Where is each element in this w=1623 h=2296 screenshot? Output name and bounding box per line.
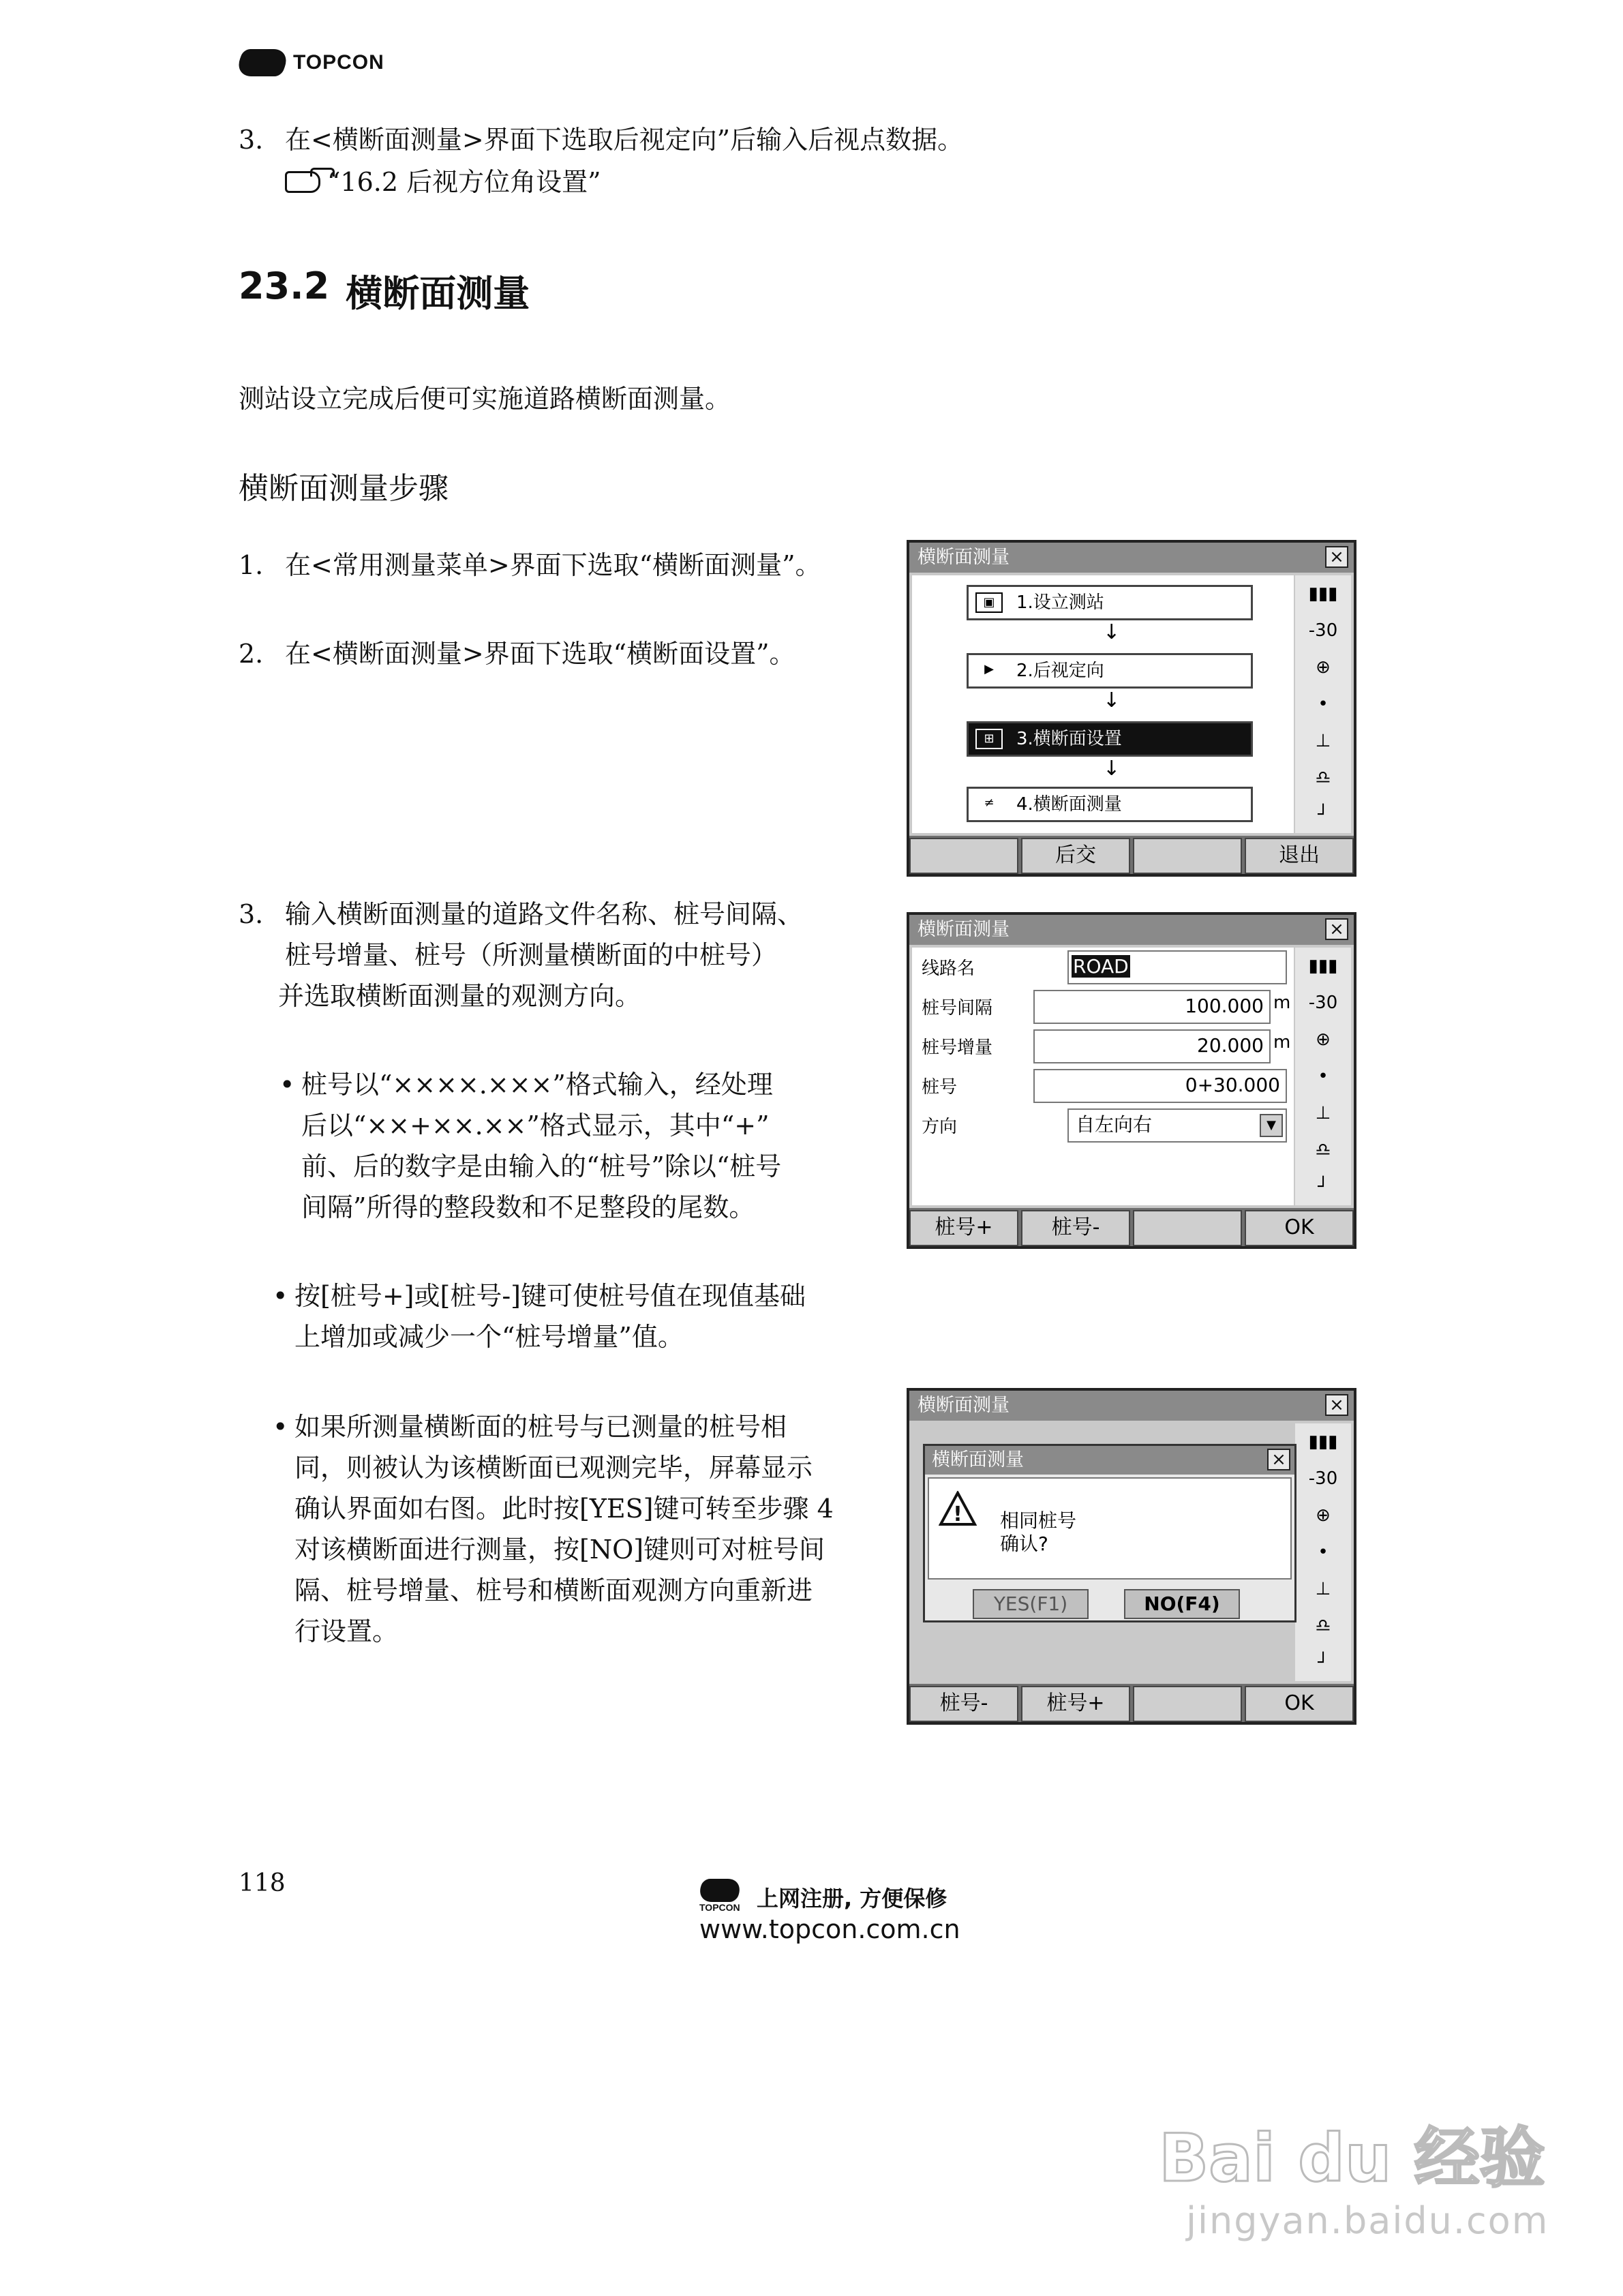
grid-icon: ⊞ bbox=[975, 729, 1003, 749]
step3-line3: 并选取横断面测量的观测方向。 bbox=[278, 981, 641, 1011]
target-icon: ⊕ bbox=[1316, 1505, 1331, 1526]
footer-logo bbox=[699, 1879, 761, 1913]
softkey-f3[interactable] bbox=[1133, 1210, 1242, 1246]
instrument-icon: ♎ bbox=[1315, 1616, 1331, 1636]
window-title: 横断面测量 bbox=[909, 1391, 1354, 1421]
menu-item-section-measure[interactable]: ≠ 4.横断面测量 bbox=[967, 787, 1253, 822]
bullet3-line5: 隔、桩号增量、桩号和横断面观测方向重新进 bbox=[294, 1575, 813, 1605]
bullet3-line6: 行设置。 bbox=[294, 1616, 399, 1646]
increment-input[interactable]: 20.000 bbox=[1033, 1029, 1271, 1063]
backsight-icon: ▶ bbox=[984, 662, 994, 676]
bullet1-line4: 间隔”所得的整段数和不足整段的尾数。 bbox=[301, 1192, 755, 1222]
battery-icon: ▮▮▮ bbox=[1308, 584, 1338, 604]
softkey-station-minus[interactable]: 桩号- bbox=[1021, 1210, 1130, 1246]
battery-icon: ▮▮▮ bbox=[1308, 956, 1338, 976]
dot-icon: • bbox=[1318, 1542, 1329, 1562]
softkey-ok[interactable]: OK bbox=[1245, 1210, 1354, 1246]
dialog-body bbox=[928, 1477, 1292, 1580]
footer-slogan: 上网注册, 方便保修 bbox=[757, 1886, 947, 1912]
softkey-f3[interactable] bbox=[1133, 838, 1242, 874]
unit-m: m bbox=[1273, 1032, 1291, 1053]
dialog-title: 横断面测量 bbox=[925, 1446, 1294, 1475]
bullet1-line1: 桩号以“××××.×××”格式输入，经处理 bbox=[301, 1070, 773, 1100]
screen-section-menu bbox=[907, 540, 1356, 877]
step2-number: 2. bbox=[239, 639, 264, 669]
bullet1-line3: 前、后的数字是由输入的“桩号”除以“桩号 bbox=[301, 1151, 782, 1181]
tilt-value: -30 bbox=[1308, 620, 1338, 641]
footer-logo-text: TOPCON bbox=[699, 1902, 740, 1913]
confirm-dialog bbox=[923, 1444, 1296, 1622]
bullet3-line3: 确认界面如右图。此时按[YES]键可转至步骤 4 bbox=[294, 1494, 834, 1524]
status-sidebar bbox=[1295, 575, 1351, 833]
direction-select[interactable]: 自左向右 ▼ bbox=[1067, 1108, 1287, 1143]
topcon-logo bbox=[239, 49, 384, 76]
direction-label: 方向 bbox=[922, 1117, 958, 1137]
ppm-icon: ┘ bbox=[1318, 1652, 1329, 1673]
softkey-f1[interactable] bbox=[909, 838, 1018, 874]
tilt-value: -30 bbox=[1308, 993, 1338, 1013]
target-icon: ⊕ bbox=[1316, 1029, 1331, 1050]
topcon-logo-text: TOPCON bbox=[293, 51, 384, 74]
instrument-icon: ♎ bbox=[1315, 1140, 1331, 1160]
station-label: 桩号 bbox=[922, 1077, 958, 1098]
reference-text: “16.2 后视方位角设置” bbox=[327, 167, 601, 197]
route-name-input[interactable]: ROAD bbox=[1067, 950, 1287, 984]
ppm-icon: ┘ bbox=[1318, 1177, 1329, 1197]
section-title: 横断面测量 bbox=[346, 272, 530, 315]
warning-icon bbox=[939, 1491, 977, 1526]
softkey-exit[interactable]: 退出 bbox=[1245, 838, 1354, 874]
menu-item-backsight[interactable]: ▶ 2.后视定向 bbox=[967, 653, 1253, 689]
instrument-icon: ♎ bbox=[1315, 768, 1331, 788]
measure-icon: ≠ bbox=[984, 796, 995, 810]
unit-m: m bbox=[1273, 993, 1291, 1013]
intro-step-text: 在<横断面测量>界面下选取后视定向”后输入后视点数据。 bbox=[285, 125, 964, 155]
procedure-subheading: 横断面测量步骤 bbox=[239, 471, 449, 506]
screen-section-settings bbox=[907, 912, 1356, 1249]
route-name-label: 线路名 bbox=[922, 958, 975, 979]
increment-label: 桩号增量 bbox=[922, 1038, 993, 1058]
section-heading bbox=[239, 265, 530, 317]
interval-input[interactable]: 100.000 bbox=[1033, 990, 1271, 1024]
footer-url: www.topcon.com.cn bbox=[699, 1914, 960, 1944]
close-icon[interactable]: × bbox=[1325, 546, 1348, 568]
step2-text: 在<横断面测量>界面下选取“横断面设置”。 bbox=[285, 639, 795, 669]
yes-button[interactable]: YES(F1) bbox=[973, 1589, 1089, 1619]
dialog-message-line1: 相同桩号 bbox=[1000, 1509, 1077, 1532]
dialog-close-icon[interactable]: × bbox=[1267, 1449, 1290, 1470]
section-description: 测站设立完成后便可实施道路横断面测量。 bbox=[239, 384, 731, 414]
step1-number: 1. bbox=[239, 550, 264, 580]
softkey-station-plus[interactable]: 桩号+ bbox=[1021, 1686, 1130, 1722]
station-input[interactable]: 0+30.000 bbox=[1033, 1069, 1287, 1103]
step1-text: 在<常用测量菜单>界面下选取“横断面测量”。 bbox=[285, 550, 821, 580]
menu-item-section-setup[interactable]: ⊞ 3.横断面设置 bbox=[967, 721, 1253, 757]
chevron-down-icon[interactable]: ▼ bbox=[1260, 1114, 1283, 1137]
reference-line bbox=[285, 162, 601, 202]
softkey-ok[interactable]: OK bbox=[1245, 1686, 1354, 1722]
close-icon[interactable]: × bbox=[1325, 918, 1348, 940]
window-title: 横断面测量 bbox=[909, 543, 1354, 573]
flow-arrow-icon: ↓ bbox=[1103, 689, 1121, 712]
dot-icon: • bbox=[1318, 694, 1329, 714]
bullet-dot: • bbox=[273, 1281, 288, 1311]
interval-label: 桩号间隔 bbox=[922, 998, 993, 1018]
step3-line1: 输入横断面测量的道路文件名称、桩号间隔、 bbox=[285, 899, 804, 929]
softkey-resection[interactable]: 后交 bbox=[1021, 838, 1130, 874]
ppm-icon: ┘ bbox=[1318, 804, 1329, 825]
watermark-brand: Bai du 经验 bbox=[1159, 2120, 1545, 2196]
bullet-dot: • bbox=[273, 1412, 288, 1442]
bullet1-line2: 后以“××+××.××”格式显示，其中“+” bbox=[301, 1111, 770, 1141]
softkey-f3[interactable] bbox=[1133, 1686, 1242, 1722]
level-icon: ⊥ bbox=[1315, 1103, 1331, 1123]
topcon-logo-mark-icon bbox=[695, 1879, 744, 1902]
bullet3-line4: 对该横断面进行测量，按[NO]键则可对桩号间 bbox=[294, 1535, 825, 1565]
menu-area bbox=[912, 575, 1294, 833]
level-icon: ⊥ bbox=[1315, 731, 1331, 751]
bullet2-line1: 按[桩号+]或[桩号-]键可使桩号值在现值基础 bbox=[294, 1281, 806, 1311]
no-button[interactable]: NO(F4) bbox=[1124, 1589, 1240, 1619]
screen-duplicate-confirm bbox=[907, 1388, 1356, 1725]
section-number: 23.2 bbox=[239, 265, 330, 307]
softkey-bar bbox=[909, 1208, 1354, 1246]
watermark-url: jingyan.baidu.com bbox=[1186, 2199, 1549, 2242]
step3-line2: 桩号增量、桩号（所测量横断面的中桩号） bbox=[285, 940, 778, 970]
page-number: 118 bbox=[239, 1869, 286, 1897]
bullet3-line2: 同，则被认为该横断面已观测完毕，屏幕显示 bbox=[294, 1453, 813, 1483]
softkey-bar bbox=[909, 836, 1354, 874]
status-sidebar bbox=[1295, 1423, 1351, 1681]
flow-arrow-icon: ↓ bbox=[1103, 757, 1121, 781]
battery-icon: ▮▮▮ bbox=[1308, 1432, 1338, 1452]
status-sidebar bbox=[1295, 948, 1351, 1205]
pointing-hand-icon bbox=[285, 171, 320, 193]
bullet-dot: • bbox=[279, 1070, 295, 1100]
form-area bbox=[912, 948, 1294, 1205]
bullet2-line2: 上增加或减少一个“桩号增量”值。 bbox=[294, 1322, 684, 1352]
flow-arrow-icon: ↓ bbox=[1103, 620, 1121, 644]
softkey-station-plus[interactable]: 桩号+ bbox=[909, 1210, 1018, 1246]
target-icon: ⊕ bbox=[1316, 657, 1331, 678]
close-icon[interactable]: × bbox=[1325, 1394, 1348, 1416]
tilt-value: -30 bbox=[1308, 1468, 1338, 1489]
dialog-message-line2: 确认? bbox=[1000, 1532, 1048, 1555]
step3-number: 3. bbox=[239, 899, 264, 929]
station-icon: ▣ bbox=[975, 592, 1003, 613]
level-icon: ⊥ bbox=[1315, 1579, 1331, 1599]
bullet3-line1: 如果所测量横断面的桩号与已测量的桩号相 bbox=[294, 1412, 787, 1442]
window-title: 横断面测量 bbox=[909, 915, 1354, 945]
svg-text:!: ! bbox=[953, 1502, 962, 1526]
intro-step-number: 3. bbox=[239, 125, 264, 155]
menu-item-setup-station[interactable]: ▣ 1.设立测站 bbox=[967, 585, 1253, 620]
softkey-bar bbox=[909, 1684, 1354, 1722]
topcon-logo-mark-icon bbox=[234, 49, 292, 76]
dot-icon: • bbox=[1318, 1066, 1329, 1087]
softkey-station-minus[interactable]: 桩号- bbox=[909, 1686, 1018, 1722]
